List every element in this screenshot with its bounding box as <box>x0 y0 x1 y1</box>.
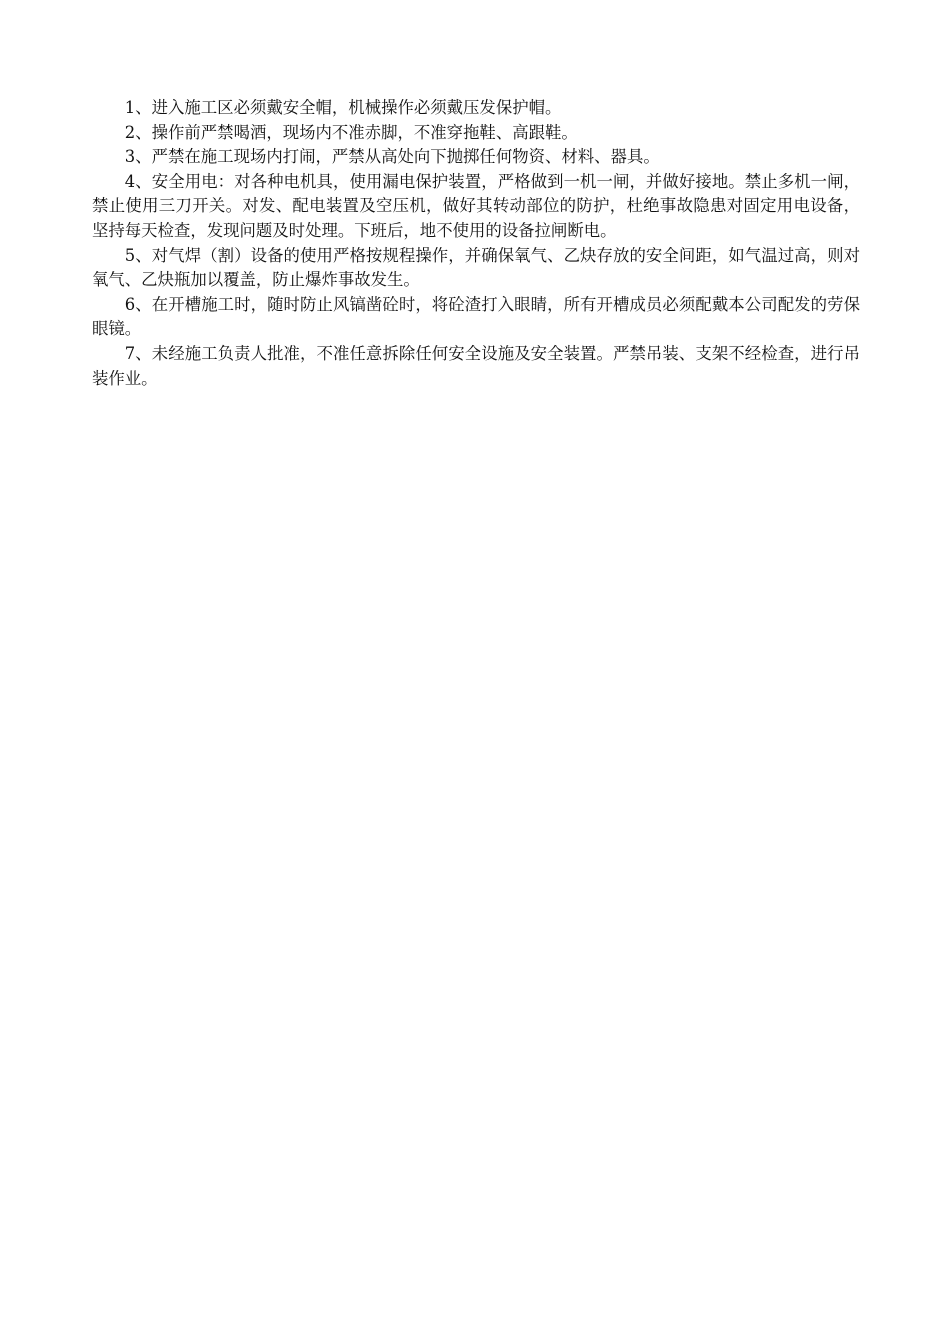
rule-paragraph-4: 4、安全用电：对各种电机具，使用漏电保护装置，严格做到一机一闸，并做好接地。禁止多机一闸，禁止使用三刀开关。对发、配电装置及空压机，做好其转动部位的防护，杜绝事故隐患对固定用电设备，坚持每天检查，发现问题及时处理。下班后，地不使用的设备拉闸断电。 <box>92 171 860 240</box>
rule-paragraph-6: 6、在开槽施工时，随时防止风镐凿砼时，将砼渣打入眼睛，所有开槽成员必须配戴本公司配发的劳保眼镜。 <box>92 294 860 339</box>
rule-paragraph-3: 3、严禁在施工现场内打闹，严禁从高处向下抛掷任何物资、材料、器具。 <box>124 147 660 167</box>
rule-paragraph-7: 7、未经施工负责人批准，不准任意拆除任何安全设施及安全装置。严禁吊装、支架不经检查，进行吊装作业。 <box>92 343 860 388</box>
rule-paragraph-2: 2、操作前严禁喝酒，现场内不准赤脚，不准穿拖鞋、高跟鞋。 <box>124 122 578 142</box>
document-body <box>92 96 860 391</box>
rule-paragraph-5: 5、对气焊（割）设备的使用严格按规程操作，并确保氧气、乙炔存放的安全间距，如气温过高，则对氧气、乙炔瓶加以覆盖，防止爆炸事故发生。 <box>92 245 860 290</box>
rule-paragraph-1: 1、进入施工区必须戴安全帽，机械操作必须戴压发保护帽。 <box>124 98 562 117</box>
